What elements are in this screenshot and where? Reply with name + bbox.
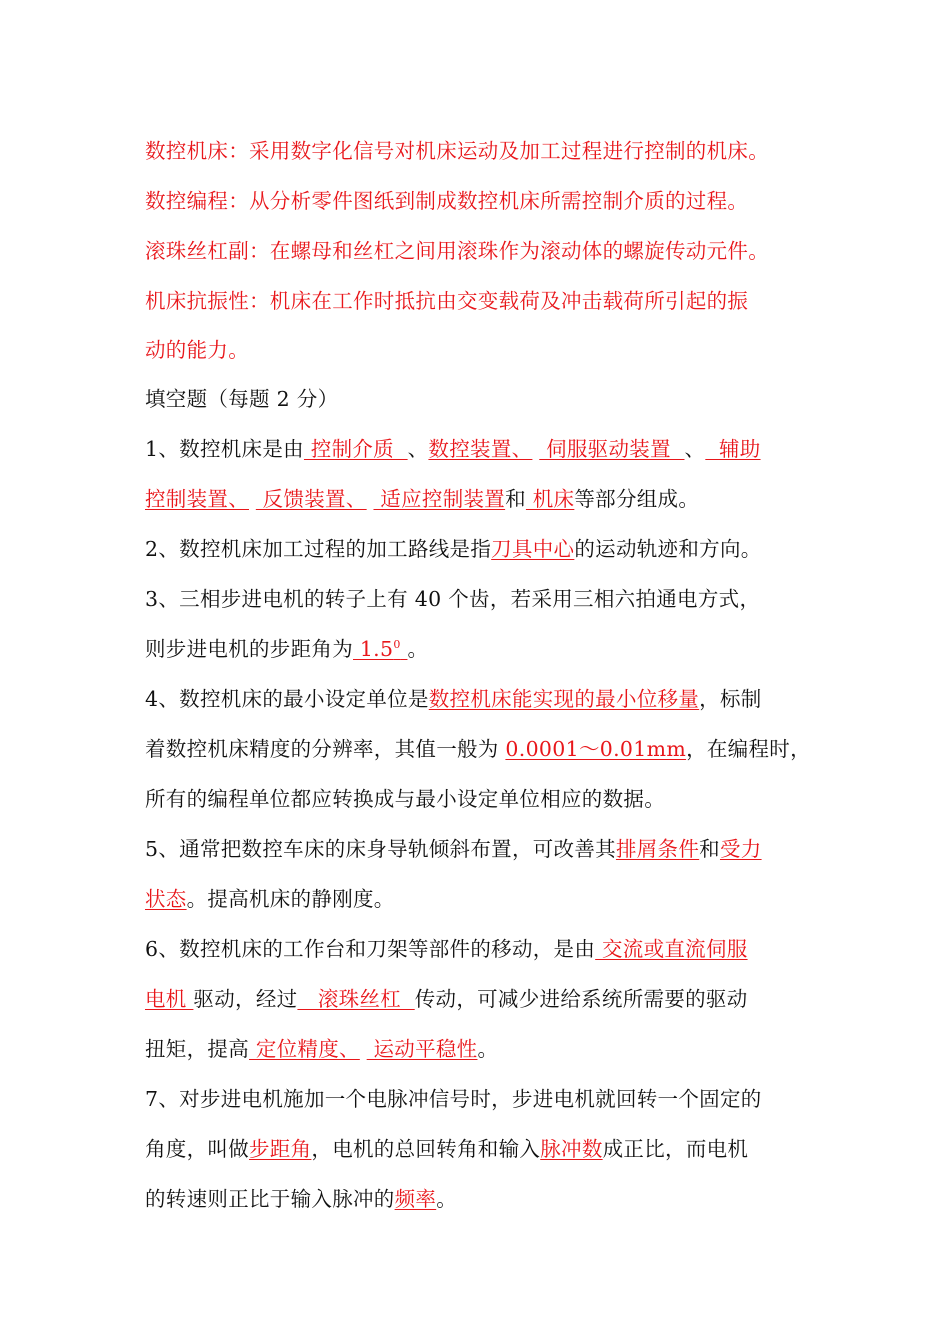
q3-text: 。: [407, 637, 429, 661]
q5-text: 和: [699, 837, 720, 861]
question-5-line-2: [145, 885, 395, 913]
q3-answer-step-angle: [353, 637, 407, 661]
question-4-line-3: 所有的编程单位都应转换成与最小设定单位相应的数据。: [145, 787, 665, 811]
q5-answer-stress-state: 受力: [719, 837, 762, 861]
definition-cnc-machine: 数控机床：采用数字化信号对机床运动及加工过程进行控制的机床。: [145, 139, 769, 163]
q6-text: 传动，可减少进给系统所需要的驱动: [414, 987, 748, 1011]
q1-text: 、: [684, 437, 706, 461]
q1-answer-adaptive-control: 适应控制装置: [373, 487, 506, 511]
q1-text: 等部分组成。: [574, 487, 700, 511]
question-3-line-2: [145, 635, 428, 663]
q5-answer-chip-removal: 排屑条件: [615, 837, 700, 861]
q4-text: ，标制: [699, 687, 762, 711]
q6-answer-servo-motor: 交流或直流伺服: [595, 937, 748, 961]
q1-answer-auxiliary: 辅助: [705, 437, 761, 461]
q4-text: 4、数控机床的最小设定单位是: [145, 687, 429, 711]
question-3-line-1: 3、三相步进电机的转子上有 40 个齿，若采用三相六拍通电方式，: [145, 587, 761, 611]
question-6-line-1: [145, 935, 748, 963]
q7-text: 。: [436, 1187, 458, 1211]
q4-text: ，在编程时，: [686, 737, 811, 761]
q7-answer-pulse-count: 脉冲数: [540, 1137, 603, 1161]
q3-answer-value: 1.5: [353, 637, 394, 661]
q7-text: ，电机的总回转角和输入: [311, 1137, 541, 1161]
q4-text: 着数控机床精度的分辨率，其值一般为: [145, 737, 506, 761]
q7-answer-step-angle: 步距角: [249, 1137, 312, 1161]
q1-answer-cnc-device: 数控装置、: [428, 437, 533, 461]
definition-cnc-programming: 数控编程：从分析零件图纸到制成数控机床所需控制介质的过程。: [145, 189, 749, 213]
q1-answer-servo-drive: 伺服驱动装置: [539, 437, 685, 461]
q1-answer-machine: 机床: [525, 487, 575, 511]
question-4-line-1: [145, 685, 762, 713]
question-5-line-1: [145, 835, 762, 863]
question-1-line-1: [145, 435, 761, 463]
q2-text: 的运动轨迹和方向。: [574, 537, 762, 561]
q3-answer-degree: 0: [393, 638, 401, 652]
q3-text: 则步进电机的步距角为: [145, 637, 353, 661]
definition-vibration-resistance: 机床抗振性：机床在工作时抵抗由交变载荷及冲击载荷所引起的振: [145, 289, 749, 313]
q6-text: 驱动，经过: [193, 987, 298, 1011]
question-7-line-2: [145, 1135, 748, 1163]
q6-answer-motion-stability: 运动平稳性: [366, 1037, 478, 1061]
q2-text: 2、数控机床加工过程的加工路线是指: [145, 537, 492, 561]
q7-text: 角度，叫做: [145, 1137, 249, 1161]
q5-text: 5、通常把数控车床的床身导轨倾斜布置，可改善其: [145, 837, 616, 861]
q6-answer-ball-screw: 滚珠丝杠: [297, 987, 415, 1011]
q4-answer-range: 0.0001～0.01mm: [505, 737, 687, 761]
question-7-line-3: [145, 1185, 457, 1213]
q4-answer-min-displacement: 数控机床能实现的最小位移量: [428, 687, 700, 711]
q1-answer-control-medium: 控制介质: [303, 437, 408, 461]
q7-answer-frequency: 频率: [394, 1187, 437, 1211]
q1-answer-auxiliary-cont: 控制装置、: [145, 487, 249, 511]
q2-answer-tool-center: 刀具中心: [491, 537, 575, 561]
question-6-line-2: [145, 985, 748, 1013]
definition-vibration-resistance-cont: 动的能力。: [145, 338, 249, 362]
section-title: 填空题（每题 2 分）: [145, 387, 339, 411]
question-2: [145, 535, 762, 563]
question-7-line-1: 7、对步进电机施加一个电脉冲信号时，步进电机就回转一个固定的: [145, 1087, 762, 1111]
q6-text: 。: [477, 1037, 499, 1061]
q6-answer-servo-motor-cont: 电机: [145, 987, 194, 1011]
q5-answer-stress-state-cont: 状态: [145, 887, 187, 911]
q7-text: 成正比，而电机: [602, 1137, 749, 1161]
q6-answer-positioning-accuracy: 定位精度、: [249, 1037, 360, 1061]
question-1-line-2: [145, 485, 699, 513]
q6-text: 扭矩，提高: [145, 1037, 249, 1061]
q1-text: 、: [407, 437, 429, 461]
q1-text: 和: [505, 487, 526, 511]
q5-text: 。提高机床的静刚度。: [186, 887, 395, 911]
q6-text: 6、数控机床的工作台和刀架等部件的移动，是由: [145, 937, 596, 961]
question-6-line-3: [145, 1035, 498, 1063]
question-4-line-2: [145, 735, 811, 763]
q1-text: [249, 487, 256, 511]
q7-text: 的转速则正比于输入脉冲的: [145, 1187, 395, 1211]
q1-answer-feedback: 反馈装置、: [255, 487, 367, 511]
q6-text: [360, 1037, 367, 1061]
q1-text: 1、数控机床是由: [145, 437, 304, 461]
definition-ball-screw: 滚珠丝杠副：在螺母和丝杠之间用滚珠作为滚动体的螺旋传动元件。: [145, 239, 769, 263]
